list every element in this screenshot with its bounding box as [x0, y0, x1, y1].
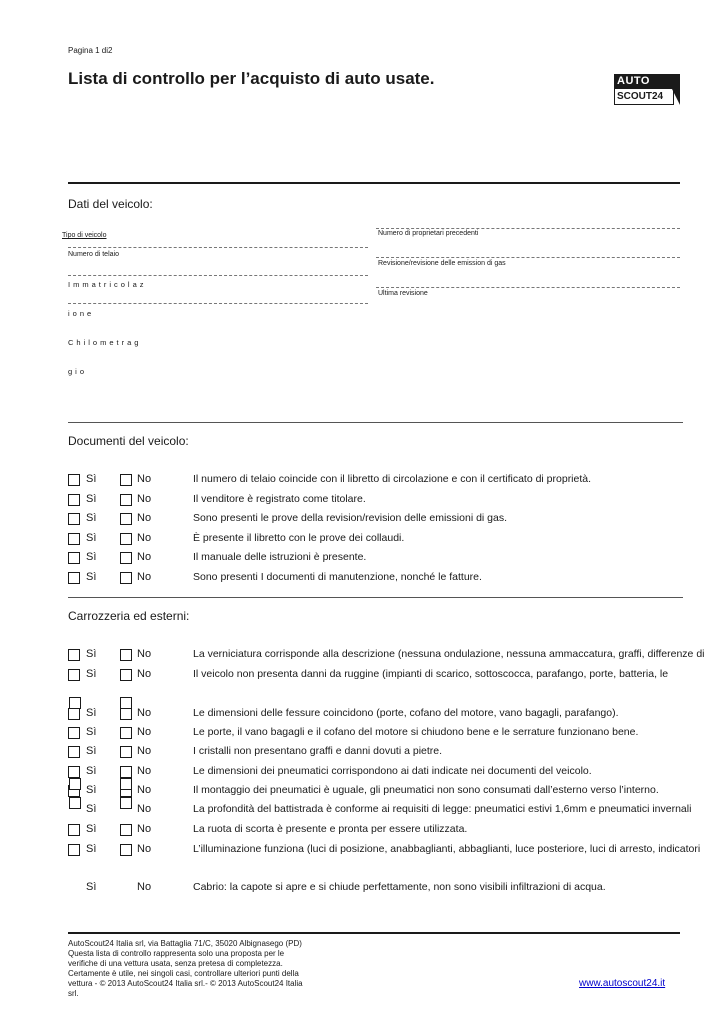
no-checkbox[interactable] [120, 649, 132, 661]
no-label: No [137, 512, 152, 524]
yes-label: Sì [86, 707, 97, 719]
yes-label: Sì [86, 493, 97, 505]
last-inspection-label: Ultima revisione [378, 290, 428, 297]
footer-disclaimer: Questa lista di controllo rappresenta solo una proposta per le verifiche di una vettura usata, senza pretesa di completezza. Certamente è utile, nei singoli casi, controllare ulteriori punti della vettura - © 2013 AutoScout24 Italia srl.- © 2013 AutoScout24 Italia srl. [68, 949, 303, 998]
yes-checkbox[interactable] [68, 533, 80, 545]
mileage-label-part2: gio [68, 367, 88, 376]
footer-address: AutoScout24 Italia srl, via Battaglia 71/C, 35020 Albignasego (PD) [68, 939, 302, 948]
header-divider [68, 182, 680, 184]
overlapping-checkbox[interactable] [69, 778, 81, 790]
no-label: No [137, 493, 152, 505]
no-label: No [137, 571, 152, 583]
inspection-label: Revisione/revisione delle emission di gas [378, 260, 506, 267]
yes-label: Sì [86, 512, 97, 524]
no-label: No [137, 551, 152, 563]
body-check-text: I cristalli non presentano graffi e danni dovuti a pietre. [193, 745, 443, 757]
yes-label: Sì [86, 532, 97, 544]
no-checkbox[interactable] [120, 824, 132, 836]
body-check-text: La verniciatura corrisponde alla descrizione (nessuna ondulazione, nessuna ammaccatura, graffi, differenze di [193, 648, 705, 660]
body-check-text: Le dimensioni dei pneumatici corrispondono ai dati indicate nei documenti del veicolo. [193, 765, 592, 777]
previous-owners-line [376, 228, 680, 229]
inspection-line [376, 257, 680, 258]
yes-checkbox[interactable] [68, 708, 80, 720]
chassis-number-label: Numero di telaio [68, 251, 119, 258]
yes-label: Sì [86, 473, 97, 485]
yes-checkbox[interactable] [68, 649, 80, 661]
no-checkbox[interactable] [120, 669, 132, 681]
document-check-text: Il numero di telaio coincide con il libretto di circolazione e con il certificato di proprietà. [193, 473, 592, 485]
document-check-text: Il venditore è registrato come titolare. [193, 493, 366, 505]
yes-checkbox[interactable] [68, 727, 80, 739]
yes-checkbox[interactable] [68, 474, 80, 486]
overlapping-checkbox[interactable] [120, 797, 132, 809]
yes-checkbox[interactable] [68, 766, 80, 778]
yes-checkbox[interactable] [68, 494, 80, 506]
yes-label: Sì [86, 765, 97, 777]
no-label: No [137, 532, 152, 544]
vehicle-type-line [68, 247, 368, 248]
no-label: No [137, 843, 152, 855]
document-check-text: Sono presenti le prove della revision/revision delle emissioni di gas. [193, 512, 508, 524]
body-check-text: La profondità del battistrada è conforme ai requisiti di legge: pneumatici estivi 1,6mm e pneumatici invernali [193, 803, 692, 815]
registration-label-part1: Immatricolaz [68, 280, 147, 289]
yes-checkbox[interactable] [68, 513, 80, 525]
vehicle-section-divider [68, 422, 683, 423]
no-label: No [137, 745, 152, 757]
vehicle-section-heading: Dati del veicolo: [68, 197, 153, 211]
logo-bottom-text: SCOUT24 [614, 89, 674, 105]
page-number: Pagina 1 di2 [68, 46, 113, 55]
no-checkbox[interactable] [120, 572, 132, 584]
yes-checkbox[interactable] [68, 552, 80, 564]
no-label: No [137, 473, 152, 485]
yes-label: Sì [86, 803, 97, 815]
body-check-text: L’illuminazione funziona (luci di posizione, anabbaglianti, abbaglianti, luce posteriore, luci di arresto, indicatori [193, 843, 701, 855]
chassis-number-line [68, 275, 368, 276]
body-check-text: Le dimensioni delle fessure coincidono (porte, cofano del motore, vano bagagli, parafango). [193, 707, 619, 719]
body-check-text: Le porte, il vano bagagli e il cofano del motore si chiudono bene e le serrature funzionano bene. [193, 726, 639, 738]
yes-label: Sì [86, 784, 97, 796]
no-label: No [137, 707, 152, 719]
yes-checkbox[interactable] [68, 746, 80, 758]
no-label: No [137, 881, 152, 893]
no-checkbox[interactable] [120, 844, 132, 856]
previous-owners-label: Numero di proprietari precedenti [378, 230, 479, 237]
no-checkbox[interactable] [120, 474, 132, 486]
body-check-text: Il veicolo non presenta danni da ruggine (impianti di scarico, sottoscocca, parafango, porte, batteria, le [193, 668, 669, 680]
body-section-heading: Carrozzeria ed esterni: [68, 609, 190, 623]
page-title: Lista di controllo per l’acquisto di auto usate. [68, 69, 435, 88]
footer-text [68, 939, 308, 999]
yes-label: Sì [86, 551, 97, 563]
yes-label: Sì [86, 881, 97, 893]
logo-corner-shape [672, 89, 680, 105]
body-check-text: Cabrio: la capote si apre e si chiude perfettamente, non sono visibili infiltrazioni di acqua. [193, 881, 606, 893]
registration-line [68, 303, 368, 304]
yes-label: Sì [86, 726, 97, 738]
no-checkbox[interactable] [120, 746, 132, 758]
no-label: No [137, 823, 152, 835]
document-check-text: È presente il libretto con le prove dei collaudi. [193, 532, 405, 544]
yes-checkbox[interactable] [68, 844, 80, 856]
overlapping-checkbox[interactable] [120, 697, 132, 709]
no-label: No [137, 668, 152, 680]
no-label: No [137, 648, 152, 660]
logo-top-text: AUTO [614, 74, 680, 89]
no-checkbox[interactable] [120, 513, 132, 525]
mileage-label-part1: Chilometrag [68, 338, 142, 347]
no-checkbox[interactable] [120, 727, 132, 739]
website-link[interactable]: www.autoscout24.it [579, 978, 666, 989]
registration-label-part2: ione [68, 309, 95, 318]
no-checkbox[interactable] [120, 533, 132, 545]
body-check-text: Il montaggio dei pneumatici è uguale, gli pneumatici non sono consumati dall’esterno verso l’interno. [193, 784, 659, 796]
last-inspection-line [376, 287, 680, 288]
vehicle-type-label: Tipo di veicolo [62, 232, 107, 239]
yes-label: Sì [86, 648, 97, 660]
autoscout24-logo [614, 74, 680, 106]
body-check-text: La ruota di scorta è presente e pronta per essere utilizzata. [193, 823, 468, 835]
no-checkbox[interactable] [120, 552, 132, 564]
no-label: No [137, 765, 152, 777]
yes-label: Sì [86, 571, 97, 583]
no-checkbox[interactable] [120, 708, 132, 720]
document-check-text: Il manuale delle istruzioni è presente. [193, 551, 367, 563]
yes-label: Sì [86, 745, 97, 757]
yes-checkbox[interactable] [68, 669, 80, 681]
no-label: No [137, 726, 152, 738]
documents-section-divider [68, 597, 683, 598]
yes-checkbox[interactable] [68, 824, 80, 836]
overlapping-checkbox[interactable] [69, 697, 81, 709]
no-checkbox[interactable] [120, 494, 132, 506]
overlapping-checkbox[interactable] [69, 797, 81, 809]
yes-label: Sì [86, 668, 97, 680]
overlapping-checkbox[interactable] [120, 778, 132, 790]
no-label: No [137, 784, 152, 796]
yes-label: Sì [86, 823, 97, 835]
yes-label: Sì [86, 843, 97, 855]
footer-divider [68, 932, 680, 934]
document-check-text: Sono presenti I documenti di manutenzione, nonché le fatture. [193, 571, 482, 583]
no-label: No [137, 803, 152, 815]
no-checkbox[interactable] [120, 766, 132, 778]
documents-section-heading: Documenti del veicolo: [68, 434, 189, 448]
yes-checkbox[interactable] [68, 572, 80, 584]
